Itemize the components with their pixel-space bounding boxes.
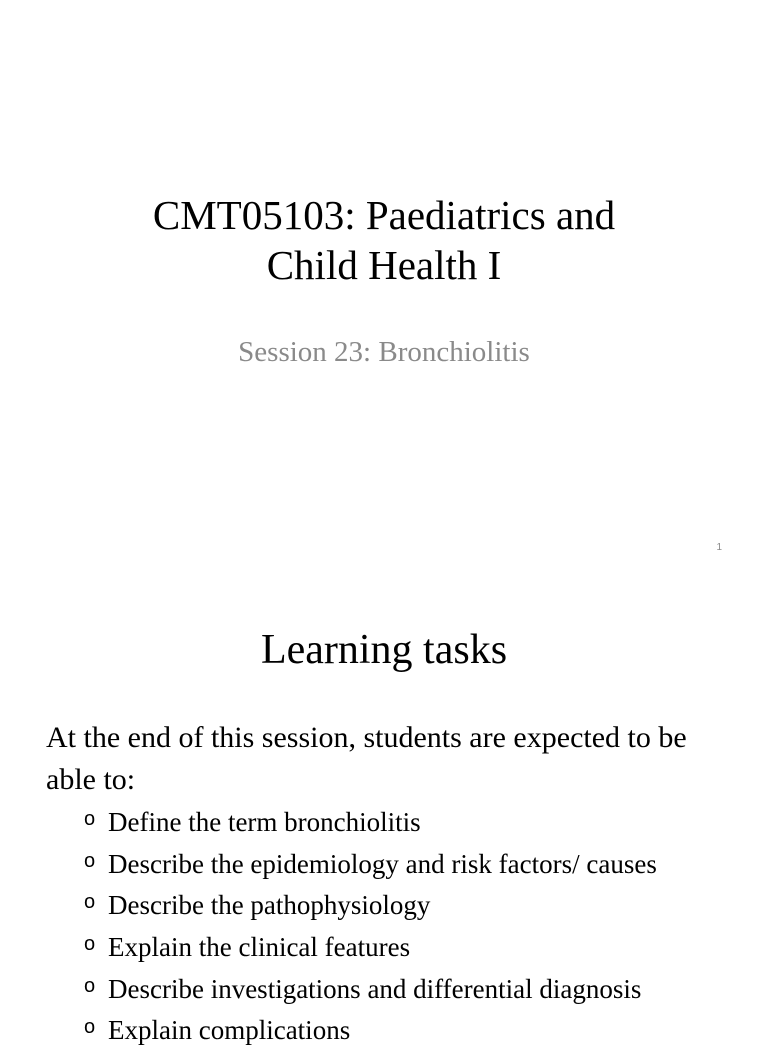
list-item: [84, 804, 657, 846]
list-item: [84, 846, 657, 888]
bullet-circle-icon: o: [84, 1016, 96, 1039]
session-subtitle: Session 23: Bronchiolitis: [238, 336, 530, 368]
course-title-line-2: Child Health I: [266, 242, 502, 288]
list-item: [84, 1012, 657, 1054]
list-item: [84, 929, 657, 971]
task-text: Explain the clinical features: [108, 932, 411, 963]
learning-task-list: [84, 804, 657, 1054]
bullet-circle-icon: o: [84, 974, 96, 997]
task-text: Describe the epidemiology and risk factors/ causes: [108, 848, 657, 879]
task-text: Describe investigations and differential diagnosis: [108, 973, 642, 1004]
course-title-line-1: CMT05103: Paediatrics and: [152, 192, 616, 238]
bullet-circle-icon: o: [84, 891, 96, 914]
task-text: Explain complications: [108, 1015, 351, 1046]
learning-tasks-title: Learning tasks: [260, 627, 508, 673]
task-text: Define the term bronchiolitis: [108, 807, 421, 837]
bullet-circle-icon: o: [84, 808, 96, 830]
course-title: [0, 190, 768, 290]
learning-tasks-intro: At the end of this session, students are expected to be able to:: [46, 721, 687, 796]
bullet-circle-icon: o: [84, 849, 96, 872]
slide-page-number: 1: [716, 542, 722, 553]
task-text: Describe the pathophysiology: [108, 890, 431, 921]
bullet-circle-icon: o: [84, 933, 96, 956]
list-item: [84, 971, 657, 1013]
list-item: [84, 887, 657, 929]
learning-tasks-slide: [0, 576, 768, 1046]
